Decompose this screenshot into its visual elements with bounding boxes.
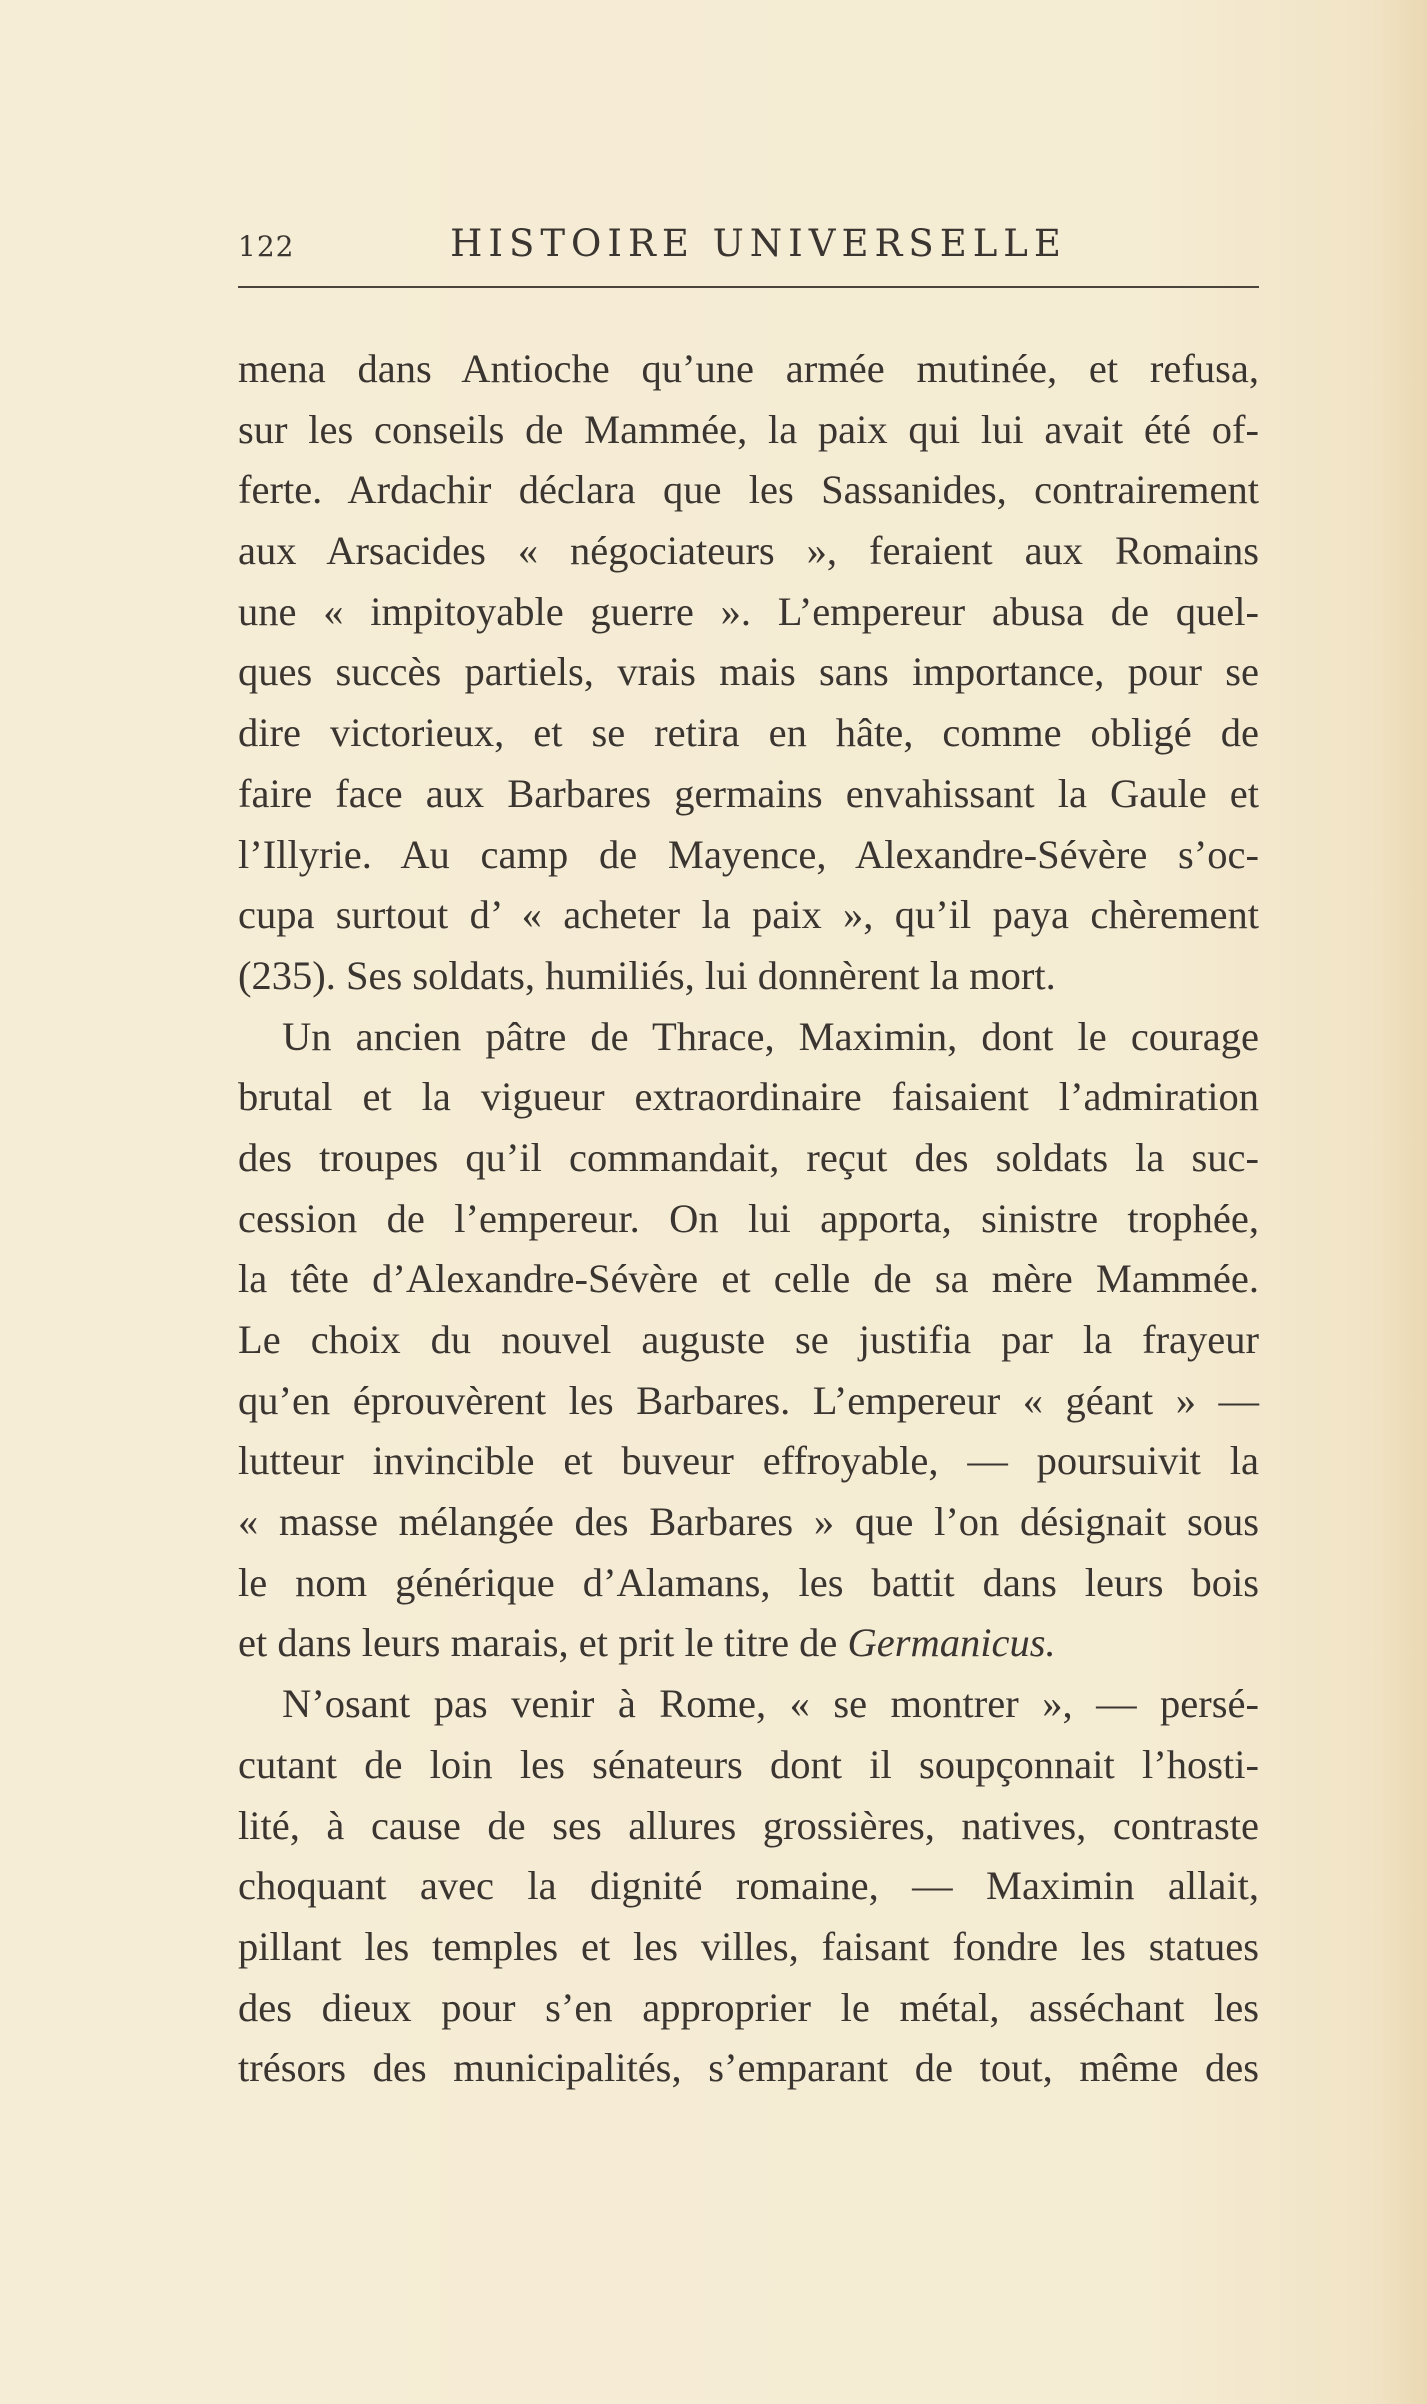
page-number: 122 (238, 230, 295, 263)
page-header (238, 222, 1259, 272)
text-line: cutant de loin les sénateurs dont il soupçonnait l’hosti- (238, 1741, 1259, 1787)
text-line: lutteur invincible et buveur effroyable, — poursuivit la (238, 1438, 1259, 1484)
text-line: et dans leurs marais, et prit le titre de Germanicus. (238, 1620, 1056, 1666)
text-line: ques succès partiels, vrais mais sans importance, pour se (238, 649, 1259, 695)
body-text (238, 339, 1259, 2099)
text-line: des troupes qu’il commandait, reçut des soldats la suc- (238, 1134, 1259, 1180)
text-line: le nom générique d’Alamans, les battit dans leurs bois (238, 1559, 1259, 1605)
text-line: l’Illyrie. Au camp de Mayence, Alexandre-Sévère s’oc- (238, 831, 1259, 877)
text-line: la tête d’Alexandre-Sévère et celle de sa mère Mammée. (238, 1256, 1259, 1302)
text-line: dire victorieux, et se retira en hâte, comme obligé de (238, 710, 1259, 756)
text-line: une « impitoyable guerre ». L’empereur abusa de quel- (238, 588, 1259, 634)
italic-title: Germanicus. (847, 1620, 1056, 1666)
text-line: qu’en éprouvèrent les Barbares. L’empereur « géant » — (238, 1377, 1259, 1423)
text-line: mena dans Antioche qu’une armée mutinée, et refusa, (238, 346, 1259, 391)
text-line: « masse mélangée des Barbares » que l’on désignait sous (238, 1499, 1259, 1545)
text-line: (235). Ses soldats, humiliés, lui donnèrent la mort. (238, 952, 1056, 998)
text-line: cupa surtout d’ « acheter la paix », qu’il paya chèrement (238, 892, 1259, 938)
text-line: brutal et la vigueur extraordinaire faisaient l’admiration (238, 1074, 1259, 1120)
header-rule (238, 286, 1259, 288)
running-title: HISTOIRE UNIVERSELLE (450, 222, 1067, 265)
text-line: sur les conseils de Mammée, la paix qui lui avait été of- (238, 406, 1259, 452)
text-line: N’osant pas venir à Rome, « se montrer », — persé- (282, 1681, 1259, 1727)
text-line: des dieux pour s’en approprier le métal, asséchant les (238, 1984, 1259, 2030)
text-line: ferte. Ardachir déclara que les Sassanides, contrairement (238, 467, 1259, 513)
text-line: trésors des municipalités, s’emparant de tout, même des (238, 2045, 1259, 2091)
text-line: choquant avec la dignité romaine, — Maximin allait, (238, 1863, 1259, 1909)
text-line: aux Arsacides « négociateurs », feraient aux Romains (238, 528, 1259, 574)
text-line: Un ancien pâtre de Thrace, Maximin, dont le courage (282, 1013, 1259, 1059)
text-line: pillant les temples et les villes, faisant fondre les statues (238, 1923, 1259, 1969)
text-line: cession de l’empereur. On lui apporta, sinistre trophée, (238, 1195, 1259, 1241)
text-line: lité, à cause de ses allures grossières, natives, contraste (238, 1802, 1259, 1848)
text-line: faire face aux Barbares germains envahissant la Gaule et (238, 770, 1259, 816)
text-line: Le choix du nouvel auguste se justifia par la frayeur (238, 1317, 1259, 1362)
